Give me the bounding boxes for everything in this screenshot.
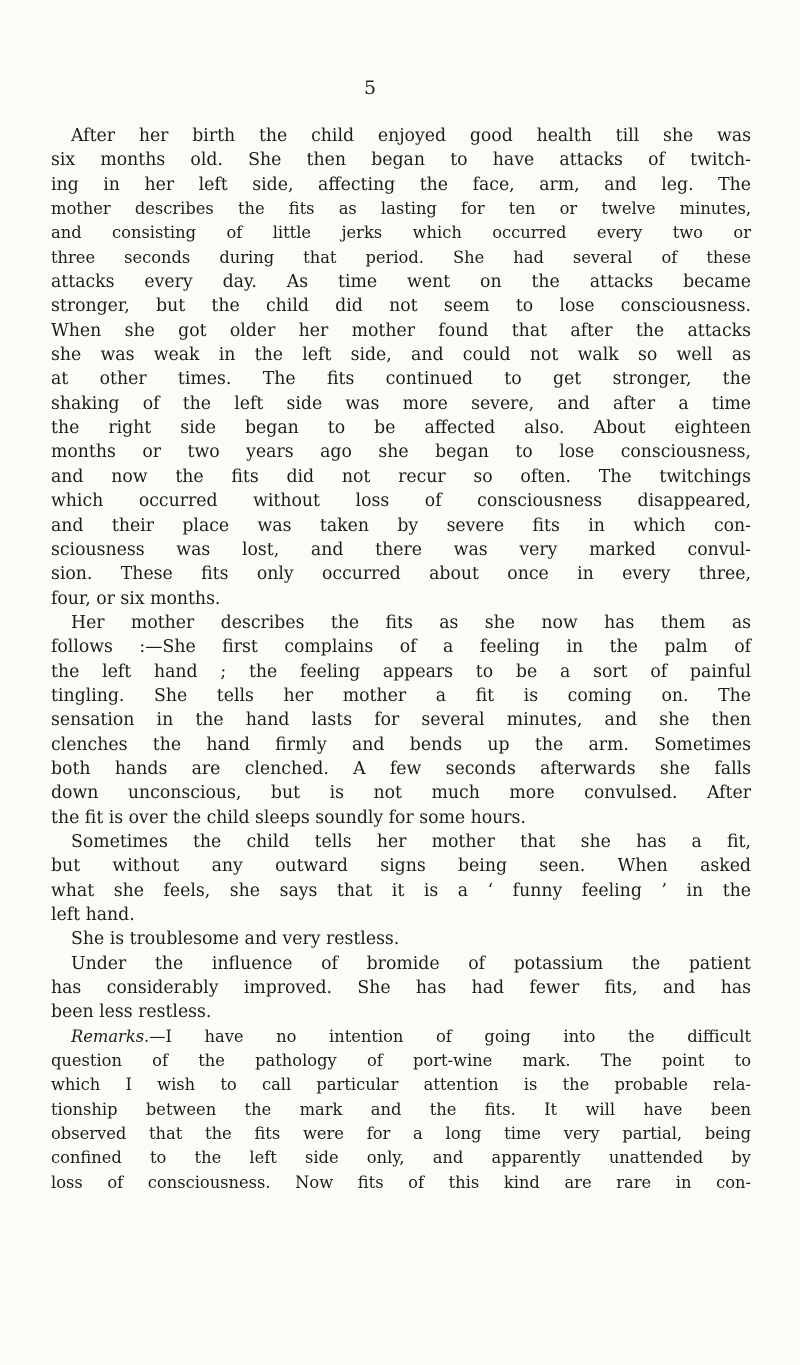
text-line-content: she was weak in the left side, and could not walk so well as [51,345,751,366]
text-line-content: clenches the hand firmly and bends up the arm. Sometimes [51,734,751,755]
text-line-content: been less restless. [51,1002,212,1023]
text-line-content: Her mother describes the fits as she now has them as [71,612,751,633]
text-line-content: three seconds during that period. She had several of these [51,247,751,267]
text-line-content: down unconscious, but is not much more convulsed. After [51,783,751,804]
text-line [51,830,751,854]
text-line-content: loss of consciousness. Now fits of this kind are rare in con- [51,1172,751,1192]
text-line-content: left hand. [51,905,135,925]
text-line [51,173,751,197]
text-line [51,270,751,294]
text-line-content: —I have no intention of going into the difficult [149,1026,751,1046]
text-line-content: tionship between the mark and the fits. It will have been [51,1099,751,1119]
text-line [51,343,751,367]
text-line-content: six months old. She then began to have attacks of twitch- [51,150,751,171]
text-line-content: which occurred without loss of consciousness disappeared, [51,491,751,512]
text-line-content: ing in her left side, affecting the face, arm, and leg. The [51,174,751,195]
text-line-content: and their place was taken by severe fits in which con- [51,515,751,536]
text-line-content: attacks every day. As time went on the attacks became [51,272,751,293]
text-line [51,854,751,878]
text-line [51,246,751,270]
text-line-content: but without any outward signs being seen. When asked [51,856,751,877]
text-line [51,1000,751,1024]
text-line [51,708,751,732]
text-line [51,1171,751,1195]
text-line [51,635,751,659]
text-line-content: follows :—She first complains of a feeling in the palm of [51,637,751,658]
text-line [51,927,751,951]
text-line [51,1073,751,1097]
text-line [51,538,751,562]
text-line [51,611,751,635]
text-line-content: four, or six months. [51,588,221,609]
text-line-content: months or two years ago she began to lose consciousness, [51,442,751,463]
text-line-content: question of the pathology of port-wine mark. The point to [51,1051,751,1071]
text-line [51,879,751,903]
text-line-content: shaking of the left side was more severe, and after a time [51,393,751,414]
text-line-content: Sometimes the child tells her mother that she has a fit, [71,831,751,852]
page-number: 5 [363,77,377,99]
text-line [51,319,751,343]
text-line [51,367,751,391]
text-line [51,660,751,684]
text-line-content: and now the fits did not recur so often. The twitchings [51,466,751,487]
text-line [51,1146,751,1170]
text-line-content: sensation in the hand lasts for several minutes, and she then [51,710,751,731]
body-text [51,124,751,1195]
text-line [51,514,751,538]
text-line-content: Under the influence of bromide of potassium the patient [71,953,751,974]
text-line [51,781,751,805]
text-line-content: the left hand ; the feeling appears to be a sort of painful [51,661,751,682]
text-line [51,148,751,172]
text-line-content: at other times. The fits continued to get stronger, the [51,369,751,390]
text-line [51,903,751,927]
text-line-content: which I wish to call particular attention is the probable rela- [51,1075,751,1095]
text-line [51,733,751,757]
text-line [51,489,751,513]
text-line-content: what she feels, she says that it is a ‘ funny feeling ’ in the [51,880,751,901]
text-line-content: observed that the fits were for a long time very partial, being [51,1124,751,1144]
text-line [51,294,751,318]
text-line [51,587,751,611]
text-line-content: confined to the left side only, and apparently unattended by [51,1148,751,1168]
text-line [51,197,751,221]
text-line-content: has considerably improved. She has had fewer fits, and has [51,978,751,999]
text-line-content: sciousness was lost, and there was very marked convul- [51,539,751,560]
text-line [51,757,751,781]
text-line [51,221,751,245]
text-line [51,952,751,976]
text-line-content: tingling. She tells her mother a fit is coming on. The [51,685,751,706]
remarks-heading: Remarks. [71,1026,150,1046]
text-line [51,684,751,708]
text-line [51,416,751,440]
text-line [51,806,751,830]
text-line-content: both hands are clenched. A few seconds afterwards she falls [51,758,751,779]
text-line [51,1122,751,1146]
text-line-content: the fit is over the child sleeps soundly for some hours. [51,807,526,828]
text-line-content: and consisting of little jerks which occurred every two or [51,223,751,243]
text-line [51,1098,751,1122]
text-line [51,440,751,464]
text-line [51,562,751,586]
text-line [51,1049,751,1073]
text-line [51,976,751,1000]
text-line [51,392,751,416]
text-line [51,1025,751,1049]
text-line [51,124,751,148]
text-line-content: After her birth the child enjoyed good health till she was [71,126,751,146]
text-line-content: When she got older her mother found that after the attacks [51,320,751,341]
text-line-content: the right side began to be affected also. About eighteen [51,418,751,439]
text-line-content: mother describes the fits as lasting for ten or twelve minutes, [51,199,751,219]
text-line-content: She is troublesome and very restless. [71,929,400,950]
text-line-content: stronger, but the child did not seem to lose consciousness. [51,296,751,317]
text-line-content: sion. These fits only occurred about once in every three, [51,564,751,585]
text-line [51,465,751,489]
